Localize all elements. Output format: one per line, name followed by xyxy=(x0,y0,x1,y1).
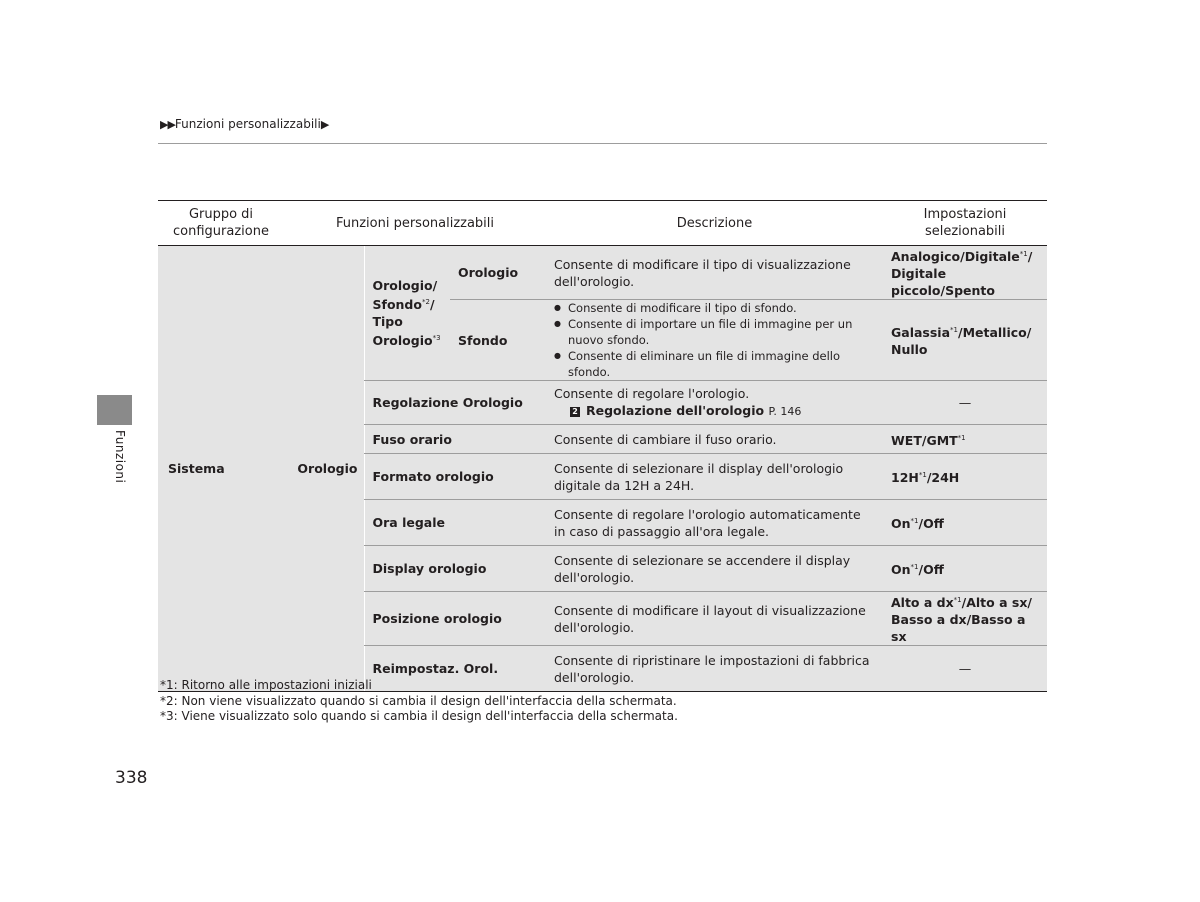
clock-type-line3: Tipo xyxy=(372,314,403,329)
row-name-posizione: Posizione orologio xyxy=(364,592,546,646)
row-settings-reimpostaz: — xyxy=(883,646,1047,692)
row-desc-display: Consente di selezionare se accendere il display dell'orologio. xyxy=(546,546,883,592)
row-name-reimpostaz: Reimpostaz. Orol. xyxy=(364,646,546,692)
section-tab-label: Funzioni xyxy=(113,430,127,484)
footnote-1: *1: Ritorno alle impostazioni iniziali xyxy=(160,678,372,692)
header-description: Descrizione xyxy=(546,201,883,246)
row-settings-ora-legale: On$^{*1}$/Off xyxy=(883,500,1047,546)
breadcrumb-arrows-icon: ▶▶ xyxy=(160,118,175,131)
row-desc-ora-legale: Consente di regolare l'orologio automaticamente in caso di passaggio all'ora legale. xyxy=(546,500,883,546)
row-settings-posizione: Alto a $dx^{*1}$/Alto a sx/ Basso a dx/Basso a sx xyxy=(883,592,1047,646)
row-settings-orologio: Analogico/Digitale$^{*1}$/ Digitale piccolo/Spento xyxy=(883,246,1047,300)
header-group: Gruppo di configurazione xyxy=(158,201,284,246)
row-desc-fuso: Consente di cambiare il fuso orario. xyxy=(546,425,883,454)
row-settings-display: On$^{*1}$/Off xyxy=(883,546,1047,592)
row-desc-regolazione: Consente di regolare l'orologio. 2 Regolazione dell'orologio P. 146 xyxy=(546,381,883,425)
page-reference-link[interactable]: 2 Regolazione dell'orologio P. 146 xyxy=(554,402,875,420)
row-name-orologio: Orologio xyxy=(450,246,546,300)
footnotes xyxy=(160,678,678,725)
row-name-fuso: Fuso orario xyxy=(364,425,546,454)
row-name-sfondo: Sfondo xyxy=(450,300,546,381)
row-name-display: Display orologio xyxy=(364,546,546,592)
row-settings-fuso: WET/GMT$^{*1}$ xyxy=(883,425,1047,454)
footnote-3: *3: Viene visualizzato solo quando si cambia il design dell'interfaccia della schermata. xyxy=(160,709,678,723)
row-desc-sfondo xyxy=(546,300,883,381)
row-desc-formato: Consente di selezionare il display dell'orologio digitale da 12H a 24H. xyxy=(546,454,883,500)
bullet-item: ● Consente di modificare il tipo di sfondo. xyxy=(554,300,875,316)
clock-type-line1: Orologio/ xyxy=(372,278,438,293)
row-desc-orologio: Consente di modificare il tipo di visualizzazione dell'orologio. xyxy=(546,246,883,300)
row-name-ora-legale: Ora legale xyxy=(364,500,546,546)
breadcrumb-end-arrow-icon: ▶ xyxy=(320,118,329,131)
row-settings-sfondo: Galassia$^{*1}$/Metallico/ Nullo xyxy=(883,300,1047,381)
breadcrumb-label[interactable]: Funzioni personalizzabili xyxy=(174,117,321,131)
section-tab-marker xyxy=(97,395,132,425)
reference-arrow-icon: 2 xyxy=(570,407,580,417)
function-cell: Orologio xyxy=(284,246,364,692)
clock-type-line2: Sfondo$^{*2}$/ xyxy=(372,297,435,312)
bullet-item: ● Consente di eliminare un file di immagine dello sfondo. xyxy=(554,348,875,380)
bullet-item: ● Consente di importare un file di immagine per un nuovo sfondo. xyxy=(554,316,875,348)
row-name-regolazione: Regolazione Orologio xyxy=(364,381,546,425)
header-divider xyxy=(158,143,1047,144)
group-cell: Sistema xyxy=(158,246,284,692)
clock-type-line4: Orologio$^{*3}$ xyxy=(372,333,441,348)
table-header-row xyxy=(158,201,1047,246)
footnote-2: *2: Non viene visualizzato quando si cambia il design dell'interfaccia della schermata. xyxy=(160,693,677,708)
page-number: 338 xyxy=(115,768,148,788)
row-name-formato: Formato orologio xyxy=(364,454,546,500)
clock-type-cell xyxy=(364,246,450,381)
header-functions: Funzioni personalizzabili xyxy=(284,201,546,246)
row-settings-regolazione: — xyxy=(883,381,1047,425)
row-settings-formato: $12H^{*1}/24H$ xyxy=(883,454,1047,500)
header-settings: Impostazioni selezionabili xyxy=(883,201,1047,246)
table-row xyxy=(158,246,1047,300)
row-desc-reimpostaz: Consente di ripristinare le impostazioni di fabbrica dell'orologio. xyxy=(546,646,883,692)
breadcrumb[interactable] xyxy=(160,117,328,131)
settings-table xyxy=(158,200,1047,692)
row-desc-posizione: Consente di modificare il layout di visualizzazione dell'orologio. xyxy=(546,592,883,646)
